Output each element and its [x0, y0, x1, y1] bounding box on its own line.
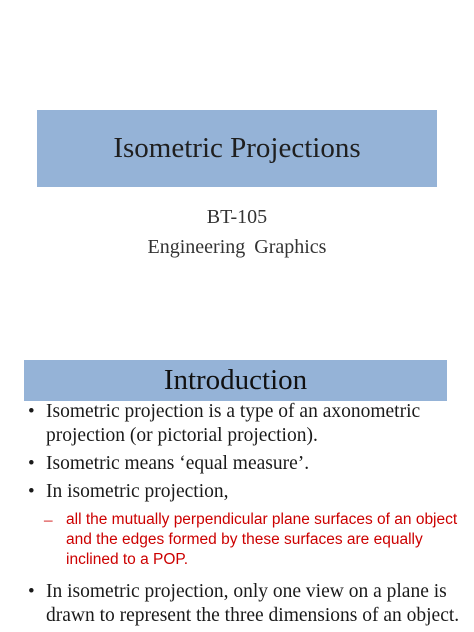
title-banner: [37, 110, 437, 187]
bullet-text: In isometric projection, only one view on a plane is drawn to represent the three dimensions of an object.: [46, 581, 460, 626]
bullet-item: [24, 580, 472, 628]
bullet-icon: •: [28, 453, 35, 474]
bullet-text: Isometric means ‘equal measure’.: [46, 453, 310, 474]
bullet-item: [24, 480, 472, 504]
bullet-text: Isometric projection is a type of an axonometric projection (or pictorial projection).: [46, 401, 421, 446]
sub-bullet-text: all the mutually perpendicular plane surfaces of an object and the edges formed by these surfaces are equally inclined to a POP.: [66, 511, 458, 568]
course-name: Engineering Graphics: [147, 236, 327, 258]
bullet-icon: •: [28, 581, 35, 602]
dash-icon: –: [44, 510, 53, 529]
bullet-item: [24, 400, 472, 448]
bullet-item: [24, 452, 472, 476]
bullet-icon: •: [28, 401, 35, 422]
bullet-list: [24, 400, 472, 632]
introduction-slide: [0, 320, 474, 632]
bullet-icon: •: [28, 481, 35, 502]
bullet-text: In isometric projection,: [46, 481, 229, 502]
course-code: BT-105: [206, 206, 268, 228]
heading-banner: [24, 360, 447, 401]
slide-title: Isometric Projections: [113, 132, 361, 164]
sub-bullet-item: [24, 510, 472, 570]
slide-heading: Introduction: [163, 364, 308, 396]
